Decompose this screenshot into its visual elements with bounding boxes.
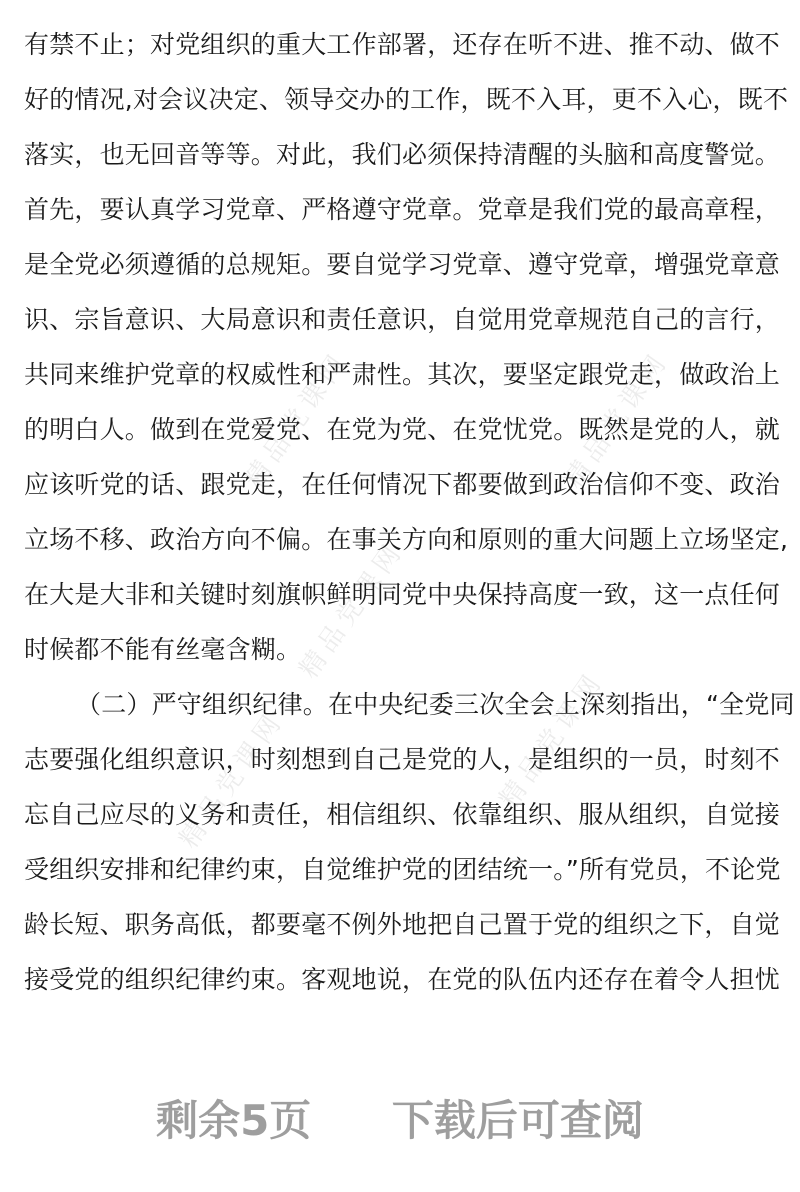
watermark: 精品党课网 [238,345,356,495]
text-line: 忘自己应尽的义务和责任，相信组织、依靠组织、服从组织，自觉接 [24,800,781,829]
watermark: 精品党课网 [173,705,291,855]
download-hint-label: 下载后可查阅 [391,1096,644,1145]
text-line: 志要强化组织意识，时刻想到自己是党的人，是组织的一员，时刻不 [24,745,781,774]
text-line: 龄长短、职务高低，都要毫不例外地把自己置于党的组织之下，自觉 [24,910,781,939]
watermark: 精品党课网 [493,665,611,815]
text-line: 时候都不能有丝毫含糊。 [24,635,302,664]
download-prompt[interactable] [0,1088,800,1148]
text-line: 是全党必须遵循的总规矩。要自觉学习党章、遵守党章，增强党章意 [24,250,781,279]
text-line: 首先，要认真学习党章、严格遵守党章。党章是我们党的最高章程， [24,195,781,224]
watermark: 精品党课网 [293,535,411,685]
text-line: 识、宗旨意识、大局意识和责任意识，自觉用党章规范自己的言行， [24,305,781,334]
text-line: 在大是大非和关键时刻旗帜鲜明同党中央保持高度一致，这一点任何 [24,580,781,609]
text-line: 受组织安排和纪律约束，自觉维护党的团结统一。”所有党员，不论党 [24,855,781,884]
section-heading-line: （二）严守组织纪律。在中央纪委三次全会上深刻指出，“全党同 [76,690,795,719]
text-line: 有禁不止；对党组织的重大工作部署，还存在听不进、推不动、做不 [24,30,781,59]
text-line: 的明白人。做到在党爱党、在党为党、在党忧党。既然是党的人，就 [24,415,781,444]
document-body [24,22,795,1012]
text-line: 立场不移、政治方向不偏。在事关方向和原则的重大问题上立场坚定, [24,525,789,554]
remaining-pages-label: 剩余5页 [156,1096,312,1145]
text-line: 应该听党的话、跟党走，在任何情况下都要做到政治信仰不变、政治 [24,470,781,499]
text-line: 接受党的组织纪律约束。客观地说，在党的队伍内还存在着令人担忧 [24,965,781,994]
text-line: 共同来维护党章的权威性和严肃性。其次，要坚定跟党走，做政治上 [24,360,781,389]
watermark: 精品党课网 [558,345,676,495]
text-line: 落实，也无回音等等。对此，我们必须保持清醒的头脑和高度警觉。 [24,140,781,169]
text-line: 好的情况,对会议决定、领导交办的工作，既不入耳，更不入心，既不 [24,85,789,114]
